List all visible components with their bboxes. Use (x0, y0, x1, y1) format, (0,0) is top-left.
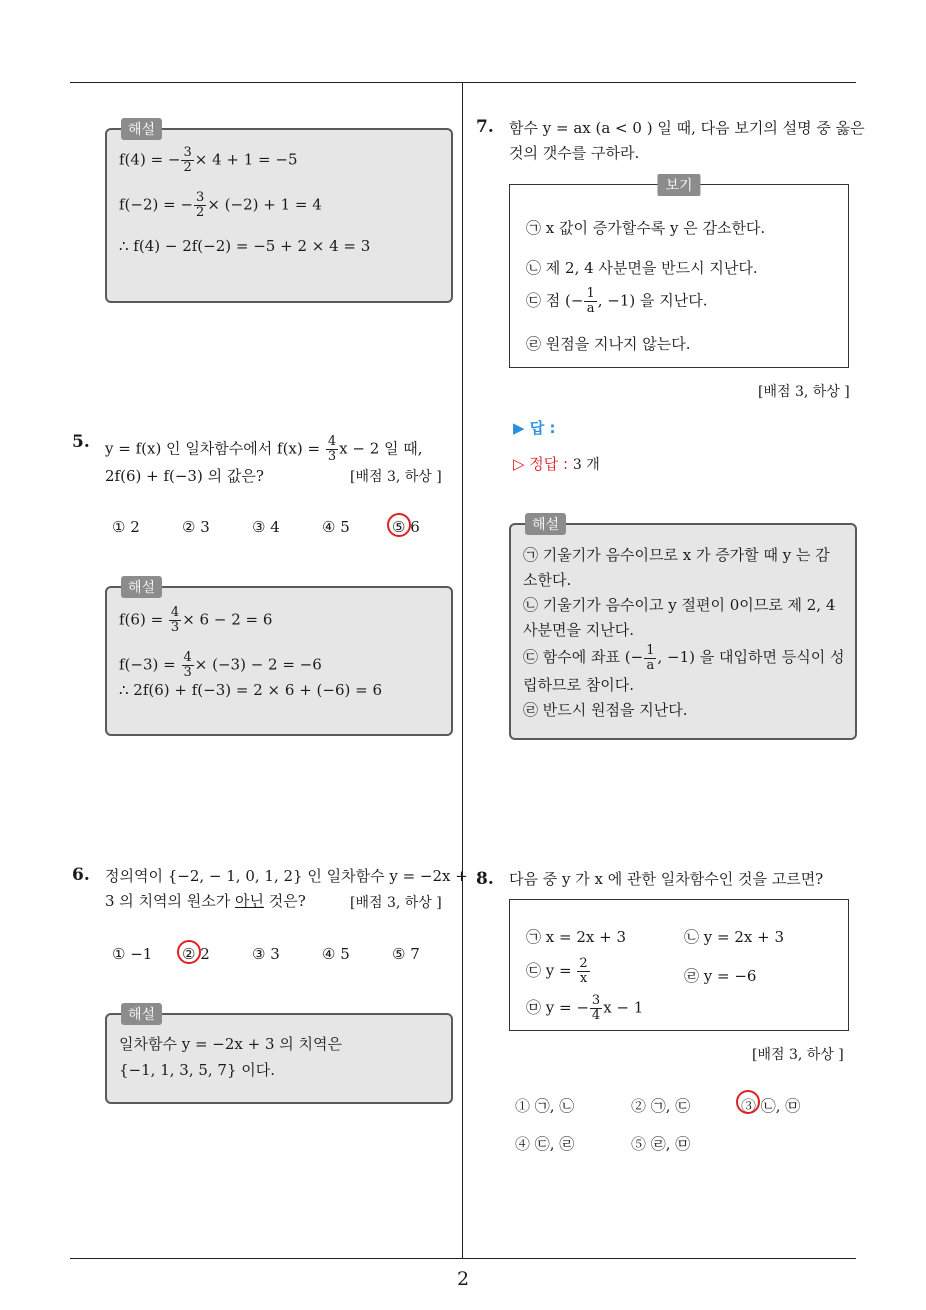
explanation-line: f(4) = − $\frac{3}{2}$ × 4 + 1 = −5 (119, 145, 298, 175)
choice-2[interactable]: ② ㉠, ㉢ (631, 1097, 691, 1115)
box-item-a: ㉠ x = 2x + 3 (526, 928, 626, 946)
explanation-line: {−1, 1, 3, 5, 7} 이다. (119, 1061, 276, 1079)
q6-explanation-box (105, 1007, 453, 1104)
question-5-text: y = f(x) 인 일차함수에서 f(x) = $\frac{4}{3}$ x − 2 일 때, 2f(6) + f(−3) 의 값은? (105, 434, 423, 485)
explanation-tag: 해설 (121, 118, 162, 140)
question-8-text: 다음 중 y 가 x 에 관한 일차함수인 것을 고르면? (509, 870, 824, 888)
explanation-line: ∴ 2f(6) + f(−3) = 2 × 6 + (−6) = 6 (119, 681, 382, 699)
box-item-c: ㉢ y = $\frac{2}{x}$ (526, 956, 588, 986)
choice-1[interactable]: ① 2 (112, 518, 140, 536)
explanation-line: 사분면을 지난다. (523, 621, 634, 639)
choice-3[interactable]: ③ 4 (252, 518, 280, 536)
choice-2[interactable]: ② 2 (182, 945, 252, 963)
bottom-rule (70, 1258, 856, 1259)
question-5-score: [배점 3, 하상 ] (350, 469, 442, 485)
box-item-e: ㉤ y = − $\frac{3}{4}$ x − 1 (526, 993, 644, 1023)
explanation-line: ㉢ 함수에 좌표 (− $\frac{1}{a}$ , −1) 을 대입하면 등식이 성 (523, 642, 845, 673)
q7-explanation-box (509, 517, 857, 740)
choice-4[interactable]: ④ 5 (322, 945, 350, 963)
explanation-tag: 해설 (121, 576, 162, 598)
column-divider (462, 83, 463, 1259)
choice-5[interactable]: ⑤ 6 (392, 518, 442, 536)
question-8-choices-row1 (515, 1095, 821, 1116)
question-number-7: 7. (476, 117, 494, 137)
explanation-line: ㉣ 반드시 원점을 지난다. (523, 700, 688, 719)
explanation-line: ㉠ 기울기가 음수이므로 x 가 증가할 때 y 는 감 (523, 546, 830, 564)
choice-3[interactable]: ③ ㉡, ㉤ (741, 1095, 821, 1116)
answer-circle-mark (387, 513, 411, 537)
q7-bogi-box (509, 178, 849, 368)
q4-explanation-box (105, 122, 453, 303)
explanation-line: 일차함수 y = −2x + 3 의 치역은 (119, 1035, 343, 1053)
answer-label: ▶ 답 : (513, 419, 556, 437)
explanation-tag: 해설 (525, 513, 566, 535)
box-item-d: ㉣ y = −6 (684, 967, 757, 985)
choice-3[interactable]: ③ 3 (252, 945, 280, 963)
explanation-line: ∴ f(4) − 2f(−2) = −5 + 2 × 4 = 3 (119, 237, 371, 255)
choice-5[interactable]: ⑤ ㉣, ㉤ (631, 1135, 691, 1153)
explanation-line: 소한다. (523, 571, 572, 589)
page-number: 2 (456, 1268, 470, 1290)
bogi-item-4: ㉣ 원점을 지나지 않는다. (526, 335, 691, 353)
question-6-choices (112, 945, 442, 963)
choice-4[interactable]: ④ 5 (322, 518, 350, 536)
box-item-b: ㉡ y = 2x + 3 (684, 928, 784, 946)
choice-5[interactable]: ⑤ 7 (392, 945, 420, 963)
q5-explanation-box (105, 580, 453, 736)
q8-option-box (509, 899, 849, 1031)
bogi-tag: 보기 (657, 174, 700, 196)
q7-answer-line (513, 417, 555, 438)
choice-2[interactable]: ② 3 (182, 518, 210, 536)
bogi-item-1: ㉠ x 값이 증가할수록 y 은 감소한다. (526, 219, 766, 237)
answer-circle-mark (177, 940, 201, 964)
answer-circle-mark (736, 1090, 760, 1114)
question-8-score: [배점 3, 하상 ] (752, 1047, 844, 1063)
question-8-choices-row2 (515, 1133, 741, 1154)
question-number-6: 6. (72, 865, 90, 885)
explanation-tag: 해설 (121, 1003, 162, 1025)
question-6-score: [배점 3, 하상 ] (350, 895, 442, 911)
top-rule (70, 82, 856, 83)
question-number-8: 8. (476, 869, 494, 889)
choice-1[interactable]: ① ㉠, ㉡ (515, 1097, 575, 1115)
explanation-line: f(−3) = $\frac{4}{3}$ × (−3) − 2 = −6 (119, 650, 322, 680)
question-7-text: 함수 y = ax (a < 0 ) 일 때, 다음 보기의 설명 중 옳은 것의 갯수를 구하라. (509, 119, 865, 162)
explanation-line: f(6) = $\frac{4}{3}$ × 6 − 2 = 6 (119, 605, 273, 635)
question-number-5: 5. (72, 432, 90, 452)
question-6-text: 정의역이 {−2, − 1, 0, 1, 2} 인 일차함수 y = −2x + 3 의 치역의 원소가 아닌 것은? (105, 867, 468, 910)
q7-correct-line (513, 453, 600, 474)
question-7-score: [배점 3, 하상 ] (758, 384, 850, 400)
bogi-item-3: ㉢ 점 (− $\frac{1}{a}$ , −1) 을 지난다. (526, 286, 708, 316)
question-5-choices (112, 518, 442, 536)
choice-1[interactable]: ① −1 (112, 945, 153, 963)
correct-value: 3 개 (572, 457, 600, 473)
explanation-line: ㉡ 기울기가 음수이고 y 절편이 0이므로 제 2, 4 (523, 596, 836, 614)
choice-4[interactable]: ④ ㉢, ㉣ (515, 1135, 575, 1153)
correct-label: ▷ 정답 : (513, 455, 569, 473)
explanation-line: f(−2) = − $\frac{3}{2}$ × (−2) + 1 = 4 (119, 190, 322, 220)
explanation-line: 립하므로 참이다. (523, 675, 634, 694)
bogi-item-2: ㉡ 제 2, 4 사분면을 반드시 지난다. (526, 259, 758, 277)
